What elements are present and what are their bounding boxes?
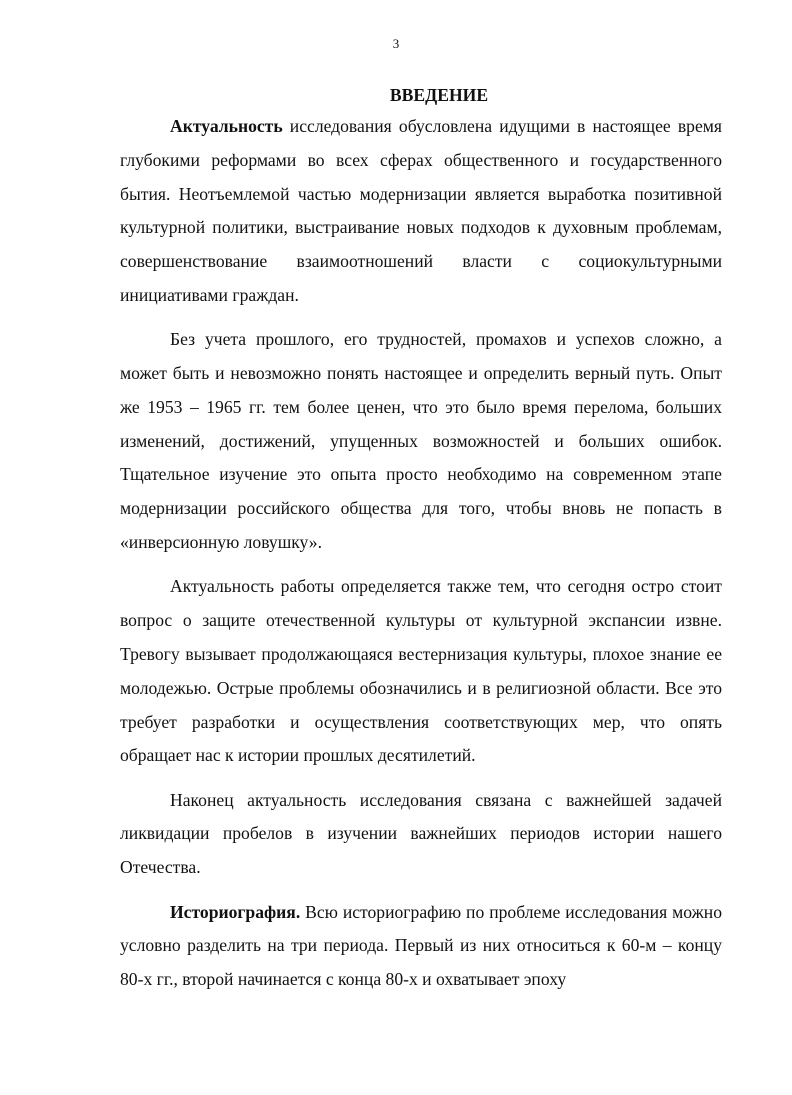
paragraph-gaps	[120, 784, 722, 885]
paragraph-text: исследования обусловлена идущими в настоящее время глубокими реформами во всех сферах общественного и государственного бытия. Неотъемлемой частью модернизации является выработка позитивной культурной политики, выстраивание новых подходов к духовным проблемам, совершенствование взаимоотношений власти с социокультурными инициативами граждан.	[120, 116, 722, 305]
page-content	[120, 80, 722, 1007]
paragraph-culture-protection	[120, 570, 722, 773]
paragraph-relevance	[120, 110, 722, 313]
paragraph-past-experience	[120, 323, 722, 560]
paragraph-lead: Актуальность	[170, 116, 283, 136]
paragraph-text: Всю историографию по проблеме исследования можно условно разделить на три периода. Первый из них относиться к 60-м – концу 80-х гг., второй начинается с конца 80-х и охватывает эпоху	[120, 901, 722, 990]
paragraph-text: Без учета прошлого, его трудностей, промахов и успехов сложно, а может быть и невозможно понять настоящее и определить верный путь. Опыт же 1953 – 1965 гг. тем более ценен, что это было время перелома, больших изменений, достижений, упущенных возможностей и больших ошибок. Тщательное изучение это опыта просто необходимо на современном этапе модернизации российского общества для того, чтобы вновь не попасть в «инверсионную ловушку».	[120, 329, 722, 553]
section-title: ВВЕДЕНИЕ	[389, 85, 489, 105]
paragraph-lead: Историография.	[170, 901, 301, 922]
paragraph-historiography	[120, 896, 722, 997]
paragraph-text: Наконец актуальность исследования связана с важнейшей задачей ликвидации пробелов в изучении важнейших периодов истории нашего Отечества.	[120, 789, 722, 878]
page-number: 3	[392, 36, 400, 51]
paragraph-text: Актуальность работы определяется также тем, что сегодня остро стоит вопрос о защите отечественной культуры от культурной экспансии извне. Тревогу вызывает продолжающаяся вестернизация культуры, плохое знание ее молодежью. Острые проблемы обозначились и в религиозной области. Все это требует разработки и осуществления соответствующих мер, что опять обращает нас к истории прошлых десятилетий.	[120, 576, 722, 766]
